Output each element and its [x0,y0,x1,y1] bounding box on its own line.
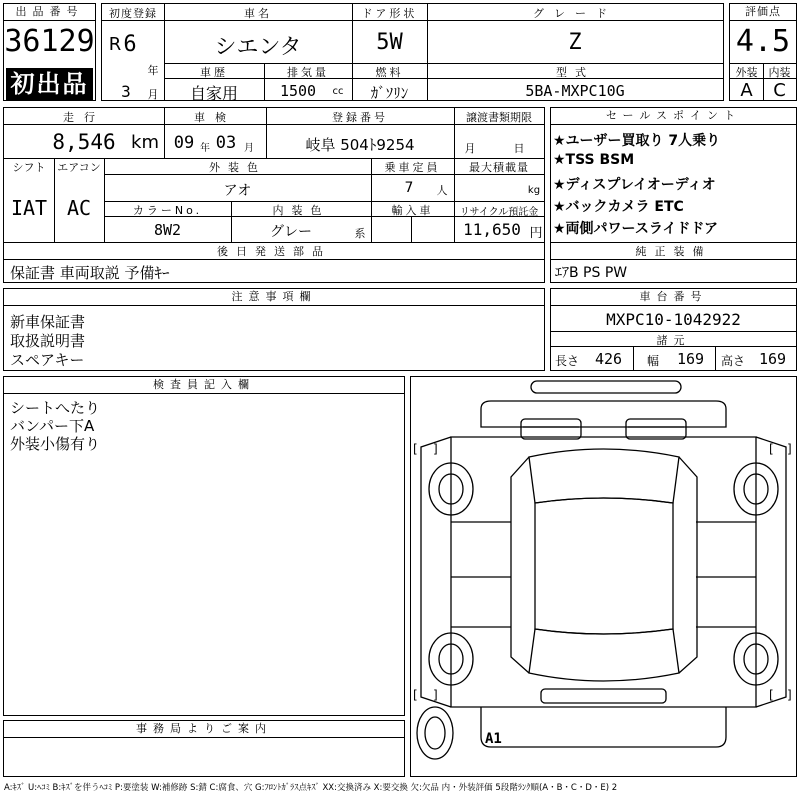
transfer-day: 日 [513,142,525,155]
inspection-label: 車検 [194,111,236,124]
era: R [108,34,122,55]
inspector-line-1: シートへたり [10,399,101,417]
recycle-unit: 円 [529,226,543,241]
interior-suffix: 系 [354,227,366,240]
length-label: 長さ [555,354,580,368]
note-line-3: スペアキー [10,351,85,369]
note-line-1: 新車保証書 [10,313,86,331]
details-box [3,107,545,283]
inspector-line-3: 外装小傷有り [10,435,101,453]
registration-label: 登録番号 [332,111,388,124]
sales-point-1: ★ユーザー買取り 7人乗り [553,133,721,149]
car-diagram-box [410,376,797,777]
exterior-color: アオ [223,183,252,199]
max-load-unit: kg [527,185,541,196]
inspector-line-2: バンパー下A [10,417,95,435]
history: 自家用 [189,84,238,103]
width-label: 幅 [647,354,660,368]
svg-text:[: [ [413,442,418,456]
office-box [3,720,405,777]
mileage: 8,546 [52,130,116,154]
model-label: 型式 [556,66,594,79]
capacity-unit: 人 [436,184,448,197]
inspection-month-unit: 月 [244,143,254,154]
svg-text:]: ] [787,688,792,702]
car-name-label: 車名 [244,7,272,20]
svg-text:]: ] [433,688,438,702]
mileage-unit: km [131,132,159,153]
color-no-label: カラーNo. [132,204,203,217]
svg-text:[: [ [769,442,774,456]
ac: AC [66,196,92,220]
mileage-label: 走行 [63,111,105,124]
model: 5BA-MXPC10G [525,82,625,100]
svg-text:[: [ [769,688,774,702]
height: 169 [759,350,787,368]
sales-point-2: ★TSS BSM [553,152,635,168]
equipment: ｴｱB PS PW [555,265,628,281]
grade-label: グレード [533,7,617,20]
inspector-label: 検査員記入欄 [4,377,404,394]
displacement-unit: cc [332,86,344,97]
first-reg-year: 6 [123,32,137,57]
car-name: シエンタ [214,35,302,60]
ac-label: エアコン [57,161,101,174]
color-no: 8W2 [153,221,182,239]
score: 4.5 [735,24,791,59]
int-label: 内装 [768,66,791,79]
sales-point-4: ★バックカメラ ETC [553,199,684,215]
recycle-fee: 11,650 [463,220,521,239]
first-listing-badge: 初出品 [6,68,93,100]
equipment-label: 純正装備 [635,245,712,258]
int-score: C [773,80,786,101]
later-parts: 保証書 車両取説 予備ｷｰ [10,264,170,282]
exterior-color-label: 外装色 [209,161,266,174]
import-label: 輸入車 [391,204,434,217]
first-reg-month-unit: 月 [147,88,159,101]
svg-text:]: ] [787,442,792,456]
capacity-label: 乗車定員 [384,161,441,174]
ext-score: A [740,80,753,101]
recycle-label: リサイクル預託金 [459,207,539,218]
shift: IAT [10,196,48,220]
transfer-month: 月 [464,142,476,155]
displacement: 1500 [279,82,317,100]
first-reg-month: 3 [121,82,131,101]
svg-text:[: [ [413,688,418,702]
door-label: ドア形状 [361,7,418,20]
registration-number: 岐阜 504ﾄ9254 [305,136,415,154]
notes-box [3,288,545,371]
notes-label: 注意事項欄 [4,289,544,306]
sales-box [550,107,797,283]
displacement-label: 排気量 [287,66,329,79]
chassis-box [550,288,797,371]
shift-label: シフト [12,161,46,174]
score-label: 評価点 [730,4,796,21]
interior-color-label: 内装色 [272,204,330,217]
chassis-label: 車台番号 [551,289,796,306]
width: 169 [677,350,705,368]
vehicle-header-box [101,3,724,101]
inspection-year-unit: 年 [200,143,210,154]
sales-point-3: ★ディスプレイオーディオ [553,177,716,193]
sales-point-5: ★両側パワースライドドア [553,221,719,237]
transfer-label: 譲渡書類期限 [466,111,532,124]
ext-label: 外装 [735,66,758,79]
chassis-number: MXPC10-1042922 [606,310,741,329]
svg-text:]: ] [433,442,438,456]
later-parts-label: 後日発送部品 [217,245,331,258]
max-load-label: 最大積載量 [469,161,529,174]
lot-box [3,3,96,101]
interior-color: グレー [270,224,312,240]
first-reg-year-unit: 年 [147,64,159,77]
fuel: ｶﾞｿﾘﾝ [370,84,409,102]
fuel-label: 燃料 [375,66,404,79]
inspection-year: 09 [173,133,195,153]
door-type: 5W [376,30,403,55]
lot-number: 36129 [4,24,95,59]
sales-label: セールスポイント [551,108,796,125]
office-label: 事務局よりご案内 [4,721,404,738]
capacity: 7 [404,180,414,196]
inspection-month: 03 [215,133,237,153]
inspector-box [3,376,405,716]
specs-label: 諸元 [656,334,691,347]
lot-label: 出品番号 [4,4,95,21]
score-box [729,3,797,101]
car-diagram [411,377,796,776]
length: 426 [595,350,623,368]
first-reg-label: 初度登録 [109,7,157,20]
height-label: 高さ [721,354,746,368]
damage-mark: A1 [485,731,502,747]
legend: A:ｷｽﾞ U:ﾍｺﾐ B:ｷｽﾞを伴うﾍｺﾐ P:要塗装 W:補修跡 S:錆 C:腐食、穴 G:ﾌﾛﾝﾄｶﾞﾗｽ点ｷｽﾞ XX:交換済み X:要交換 欠:欠品 内・外装評価 5段階ﾗﾝｸ順(A・B・C・D・E) 2 [4,783,618,793]
note-line-2: 取扱説明書 [10,332,86,350]
grade: Z [568,30,582,55]
history-label: 車歴 [200,66,228,79]
